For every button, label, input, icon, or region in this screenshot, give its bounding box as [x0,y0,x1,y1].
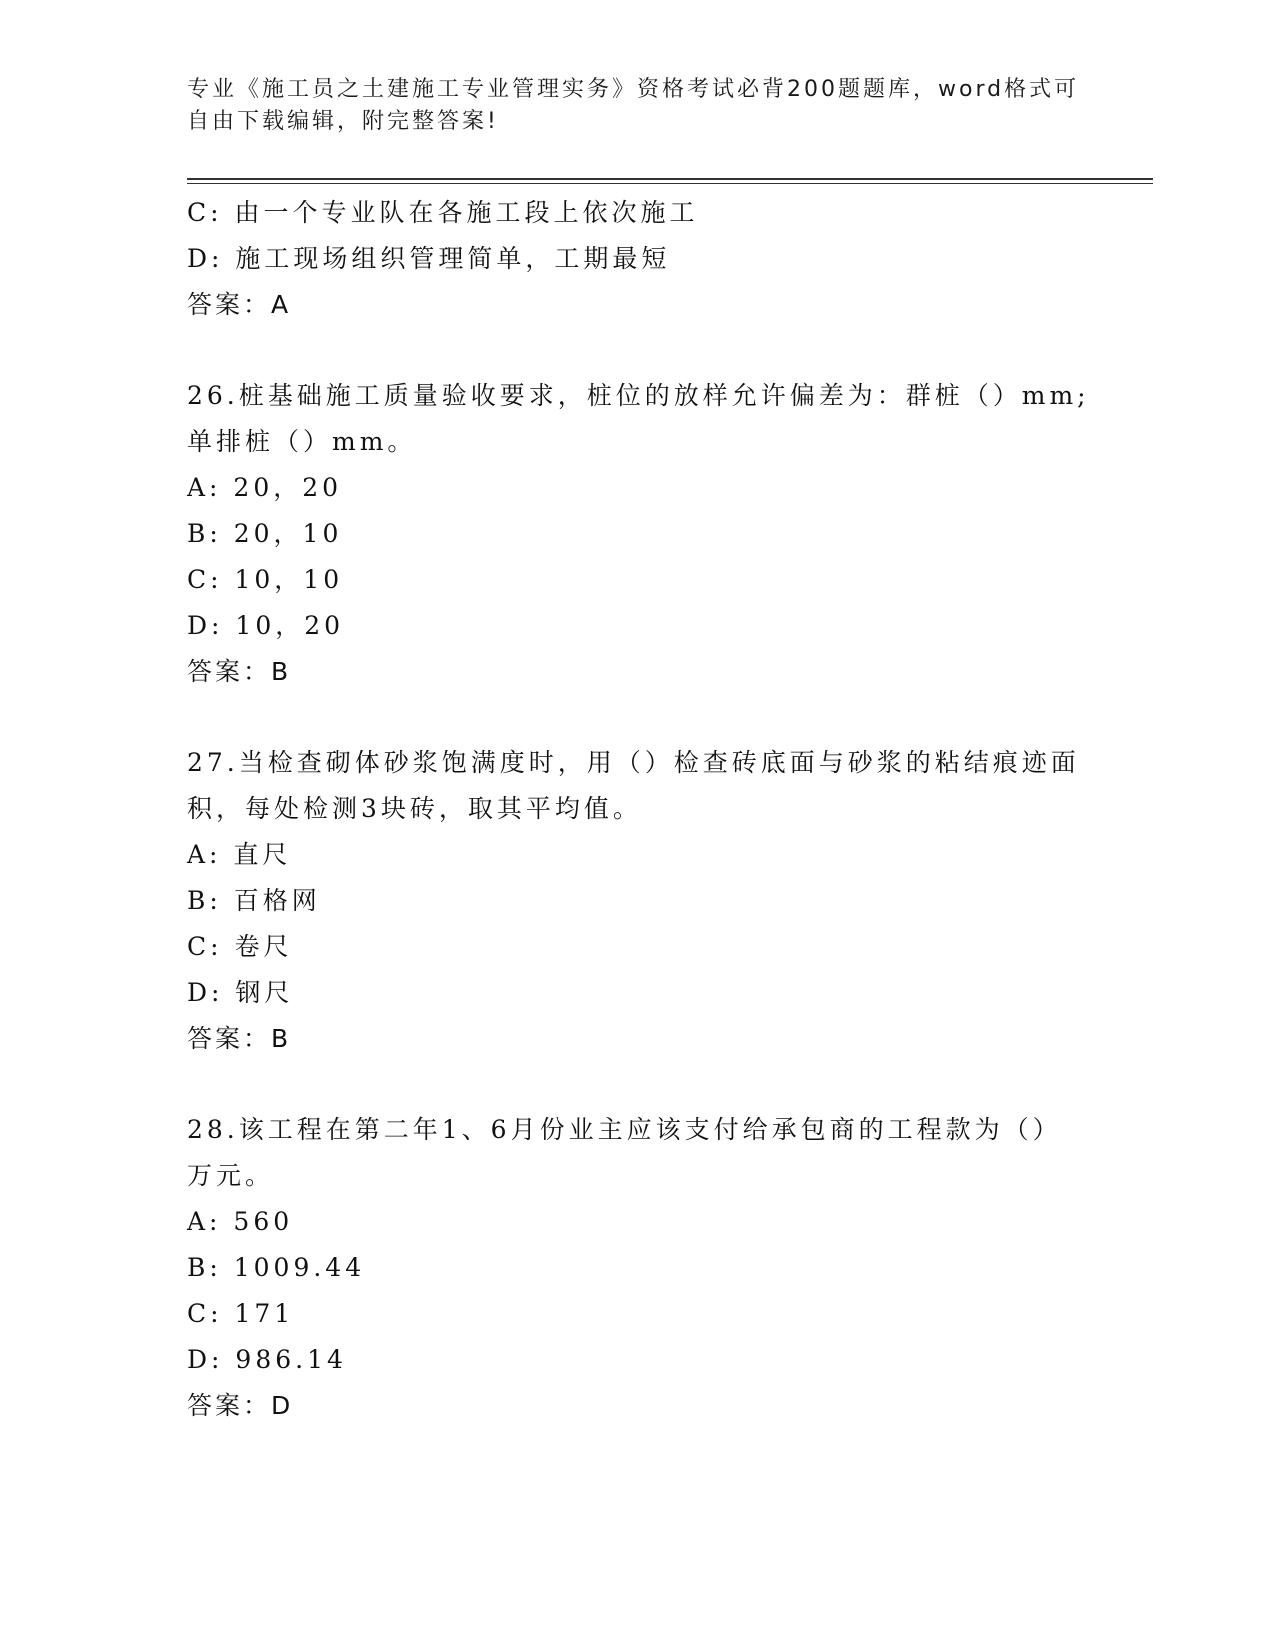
document-header [187,74,1080,138]
answer-line: 答案：B [187,657,292,686]
question-27-line-2: 积，每处检测3块砖，取其平均值。 [187,794,642,823]
question-28-line-1: 28.该工程在第二年1、6月份业主应该支付给承包商的工程款为（） [187,1115,1062,1144]
answer-line: 答案：B [187,1024,292,1053]
header-rule-thick [187,178,1153,180]
option-c: C: 10，10 [187,565,344,594]
option-d: D: 施工现场组织管理简单，工期最短 [187,244,671,273]
option-b: B: 百格网 [187,886,321,915]
option-d: D: 986.14 [187,1345,347,1374]
header-rule-thin [187,183,1153,184]
question-list [187,190,1127,1429]
header-line-2: 自由下载编辑，附完整答案! [187,109,499,134]
question-27-line-1: 27.当检查砌体砂浆饱满度时，用（）检查砖底面与砂浆的粘结痕迹面 [187,748,1080,777]
option-b: B: 1009.44 [187,1253,366,1282]
question-26-line-1: 26.桩基础施工质量验收要求，桩位的放样允许偏差为：群桩（）mm; [187,381,1090,410]
option-a: A: 20，20 [187,473,343,502]
answer-line: 答案：D [187,1391,294,1420]
option-d: D: 钢尺 [187,978,294,1007]
option-c: C: 卷尺 [187,932,293,961]
header-line-1: 专业《施工员之土建施工专业管理实务》资格考试必背200题题库，word格式可 [187,77,1080,102]
answer-line: 答案：A [187,290,292,319]
option-c: C: 由一个专业队在各施工段上依次施工 [187,198,699,227]
option-c: C: 171 [187,1299,295,1328]
question-28-line-2: 万元。 [187,1161,275,1190]
option-b: B: 20，10 [187,519,343,548]
question-26-line-2: 单排桩（）mm。 [187,427,417,456]
option-d: D: 10，20 [187,611,345,640]
option-a: A: 直尺 [187,840,292,869]
option-a: A: 560 [187,1207,294,1236]
